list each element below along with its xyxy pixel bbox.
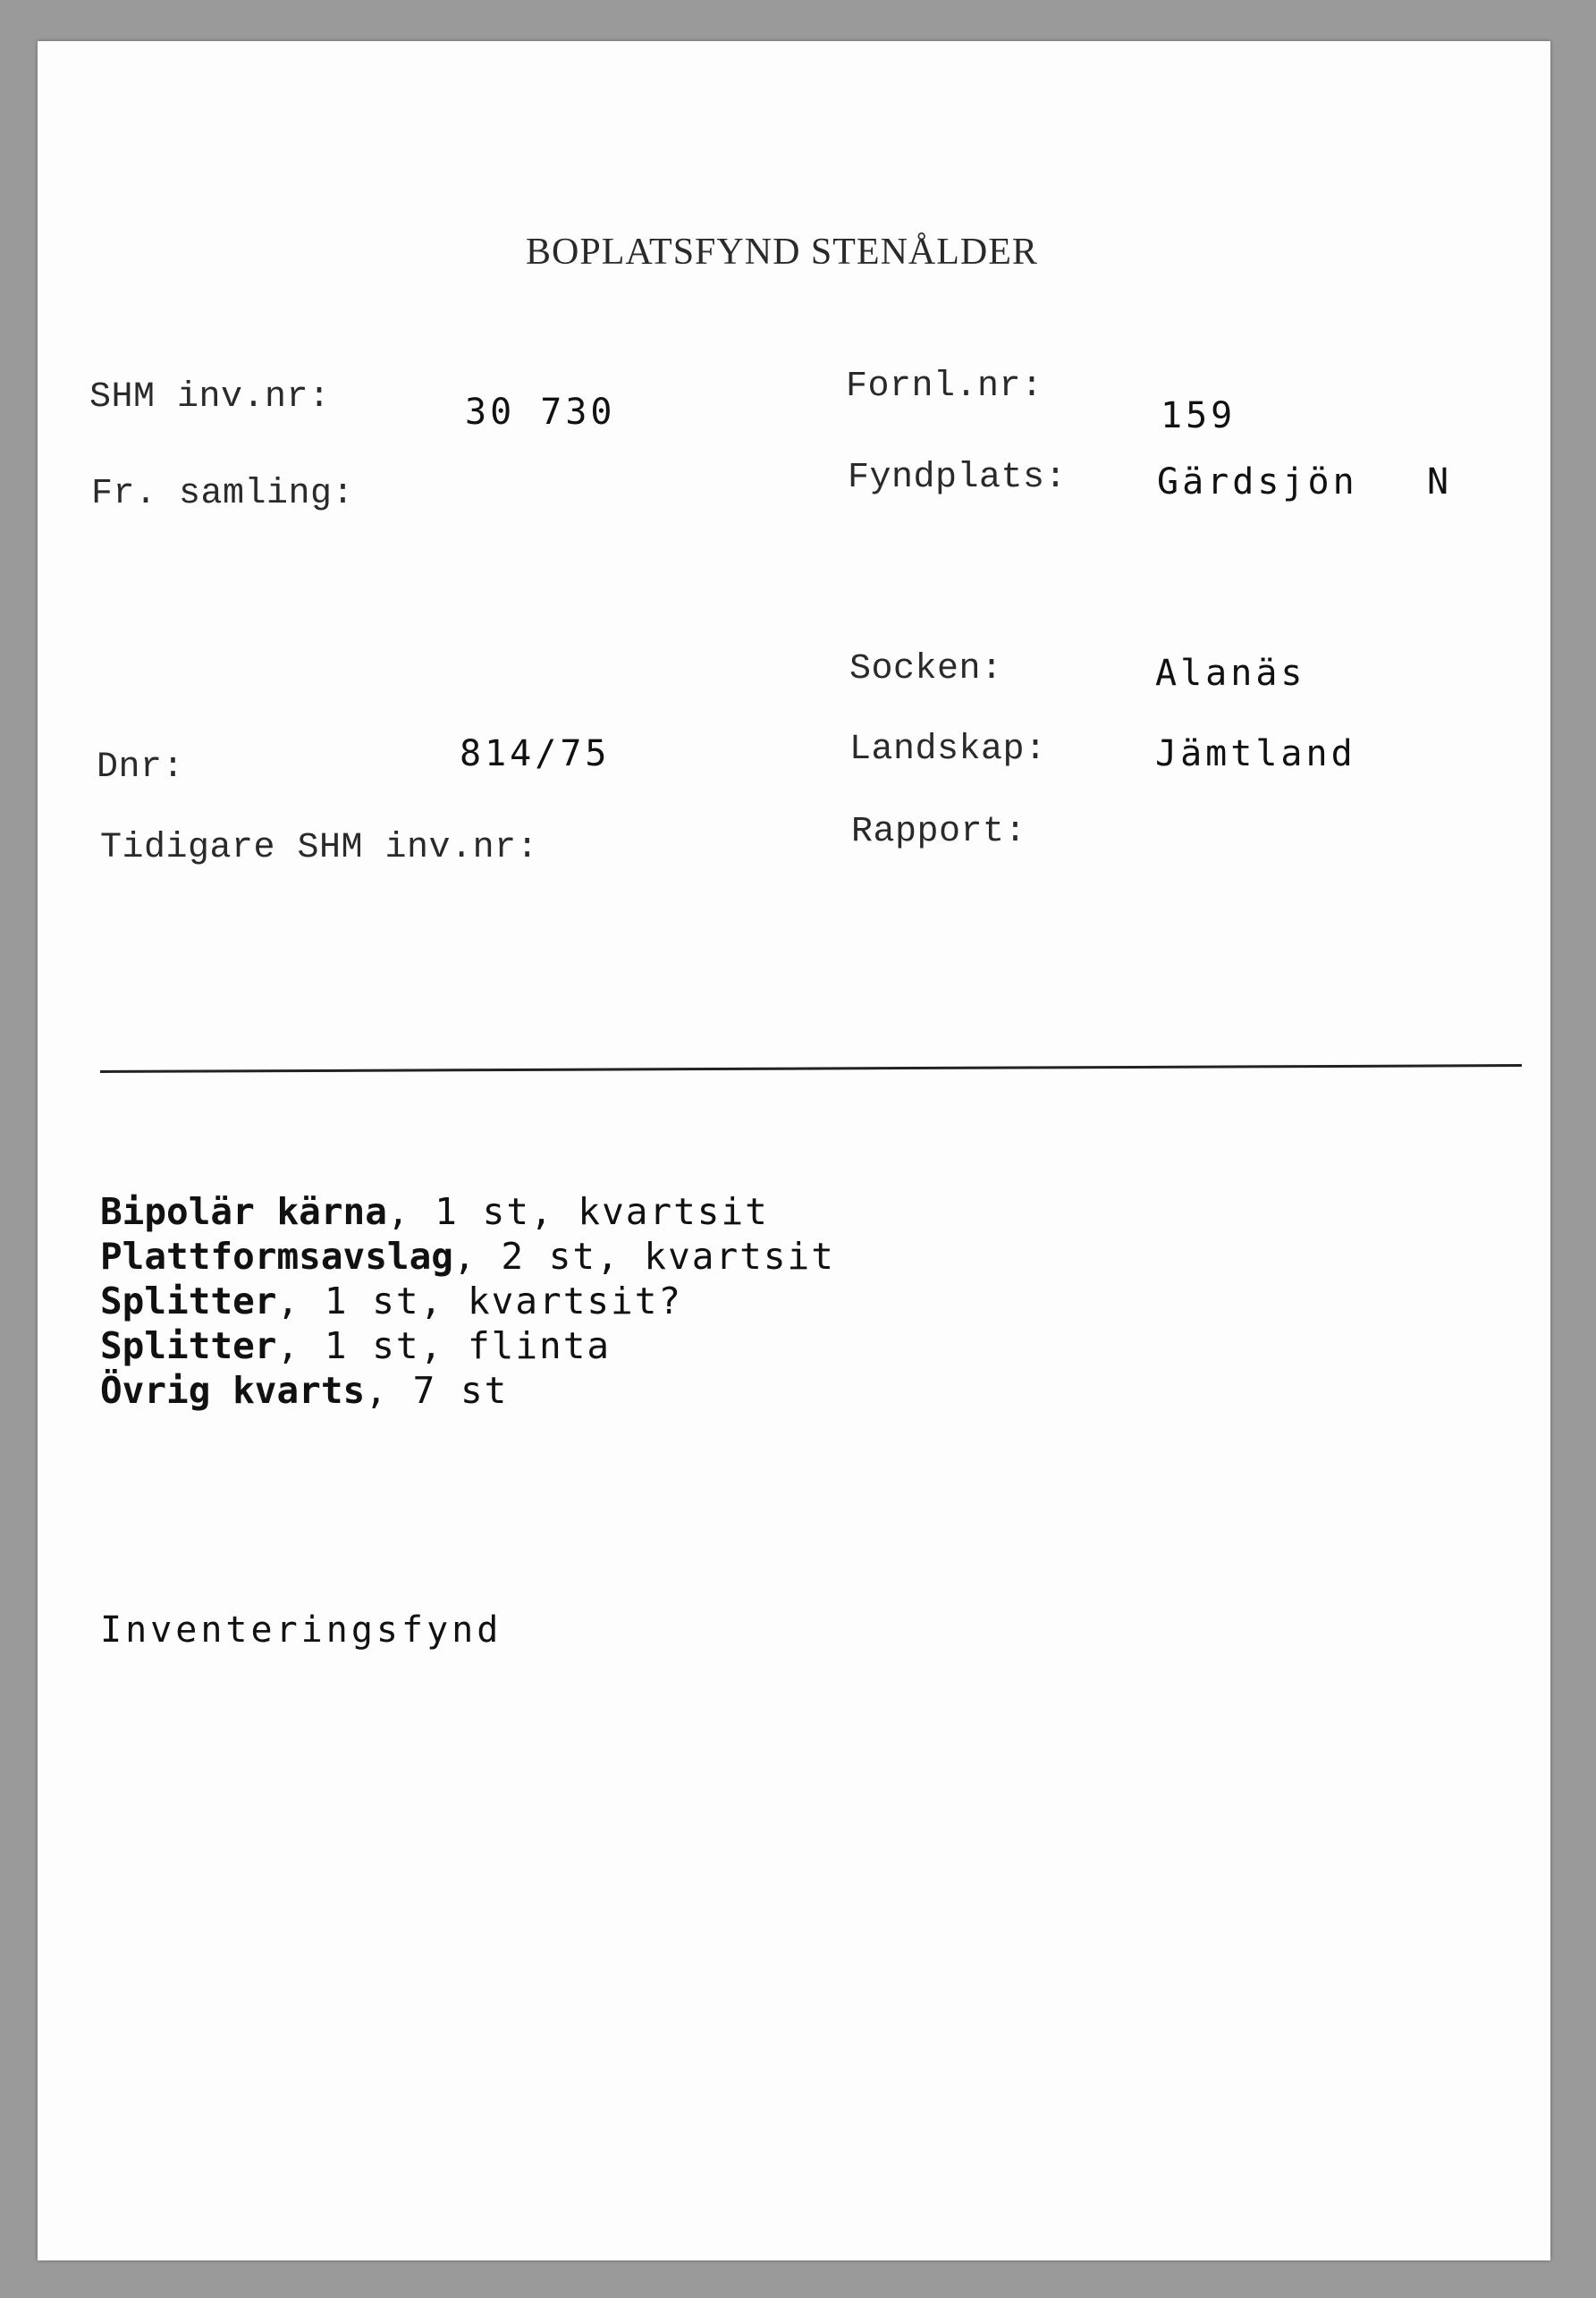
fyndplats-suffix: N xyxy=(1427,461,1453,503)
landskap-label: Landskap: xyxy=(849,730,1047,770)
catalog-card xyxy=(38,41,1550,2260)
find-item xyxy=(100,1189,835,1234)
dnr-value: 814/75 xyxy=(460,733,611,774)
shm-inv-label: SHM inv.nr: xyxy=(89,377,331,418)
find-item-name: Plattformsavslag xyxy=(100,1235,453,1278)
find-item xyxy=(100,1368,835,1413)
tidigare-shm-inv-label: Tidigare SHM inv.nr: xyxy=(100,828,539,868)
find-item-name: Övrig kvarts xyxy=(100,1369,366,1412)
find-item-detail: , 7 st xyxy=(365,1369,509,1412)
find-item xyxy=(100,1323,835,1368)
card-title: BOPLATSFYND STENÅLDER xyxy=(526,232,1038,273)
find-item xyxy=(100,1234,835,1279)
find-item-name: Bipolär kärna xyxy=(100,1190,387,1233)
fyndplats-label: Fyndplats: xyxy=(848,458,1068,498)
find-item-detail: , 2 st, kvartsit xyxy=(452,1235,835,1278)
note-text: Inventeringsfynd xyxy=(100,1609,502,1651)
dnr-label: Dnr: xyxy=(97,748,185,788)
landskap-value: Jämtland xyxy=(1155,733,1356,774)
fornl-label: Fornl.nr: xyxy=(846,367,1043,407)
fyndplats-value: Gärdsjön xyxy=(1157,461,1358,503)
find-item-detail: , 1 st, kvartsit? xyxy=(276,1280,683,1322)
rapport-label: Rapport: xyxy=(851,812,1027,852)
socken-value: Alanäs xyxy=(1155,653,1306,694)
fornl-value: 159 xyxy=(1161,395,1237,436)
find-list xyxy=(100,1189,835,1413)
find-item-detail: , 1 st, flinta xyxy=(276,1324,612,1367)
fr-samling-label: Fr. samling: xyxy=(91,474,355,514)
find-item-name: Splitter xyxy=(100,1324,277,1367)
find-item-name: Splitter xyxy=(100,1280,277,1322)
divider-line xyxy=(100,1064,1522,1073)
find-item xyxy=(100,1279,835,1323)
find-item-detail: , 1 st, kvartsit xyxy=(386,1190,769,1233)
shm-inv-value: 30 730 xyxy=(465,392,616,433)
socken-label: Socken: xyxy=(849,649,1003,689)
